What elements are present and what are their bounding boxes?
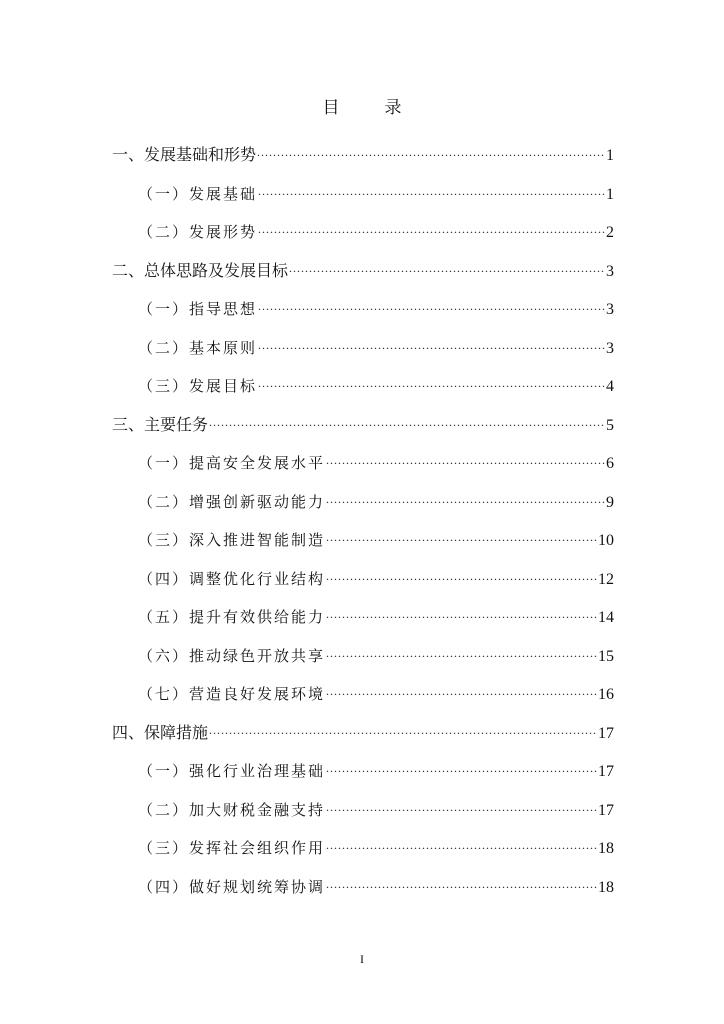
toc-entry-page-number: 12 (598, 571, 614, 588)
toc-dot-leader (258, 365, 605, 391)
toc-entry-label: （五）提升有效供给能力 (138, 608, 326, 626)
toc-dot-leader (326, 750, 597, 776)
toc-subsection-entry[interactable] (138, 635, 614, 665)
toc-subsection-entry[interactable] (138, 558, 614, 588)
toc-entry-page-number: 15 (598, 648, 614, 665)
toc-dot-leader (258, 327, 605, 353)
toc-entry-page-number: 5 (606, 417, 614, 434)
toc-entry-label: 四、保障措施 (112, 723, 209, 742)
toc-entry-label: （二）基本原则 (138, 339, 258, 357)
toc-dot-leader (326, 635, 597, 661)
toc-subsection-entry[interactable] (138, 866, 614, 896)
toc-entry-label: （二）发展形势 (138, 223, 258, 241)
toc-subsection-entry[interactable] (138, 442, 614, 472)
toc-entry-page-number: 6 (606, 455, 614, 472)
toc-entry-page-number: 14 (598, 609, 614, 626)
toc-entry-label: （四）调整优化行业结构 (138, 570, 326, 588)
toc-entry-page-number: 17 (598, 725, 614, 742)
toc-entry-label: （六）推动绿色开放共享 (138, 647, 326, 665)
toc-dot-leader (326, 673, 597, 699)
toc-dot-leader (326, 827, 597, 853)
toc-entry-page-number: 17 (598, 763, 614, 780)
toc-subsection-entry[interactable] (138, 596, 614, 626)
toc-entry-label: 一、发展基础和形势 (112, 145, 257, 164)
toc-entry-page-number: 1 (606, 147, 614, 164)
toc-section-entry[interactable] (112, 134, 614, 164)
toc-entry-label: （七）营造良好发展环境 (138, 685, 326, 703)
toc-subsection-entry[interactable] (138, 288, 614, 318)
toc-dot-leader (326, 481, 605, 507)
toc-entry-page-number: 1 (606, 186, 614, 203)
toc-dot-leader (258, 173, 605, 199)
toc-entry-label: （一）指导思想 (138, 300, 258, 318)
toc-dot-leader (257, 134, 605, 160)
toc-dot-leader (258, 288, 605, 314)
toc-entry-label: 二、总体思路及发展目标 (112, 261, 289, 280)
toc-dot-leader (326, 519, 597, 545)
toc-section-entry[interactable] (112, 712, 614, 742)
toc-entry-page-number: 3 (606, 263, 614, 280)
toc-entry-label: （四）做好规划统筹协调 (138, 878, 326, 896)
toc-subsection-entry[interactable] (138, 827, 614, 857)
toc-subsection-entry[interactable] (138, 750, 614, 780)
toc-dot-leader (289, 250, 605, 276)
toc-entry-page-number: 3 (606, 340, 614, 357)
toc-entry-label: （二）增强创新驱动能力 (138, 493, 326, 511)
toc-dot-leader (209, 712, 597, 738)
toc-subsection-entry[interactable] (138, 173, 614, 203)
toc-entry-page-number: 18 (598, 879, 614, 896)
toc-entry-page-number: 2 (606, 224, 614, 241)
toc-entry-label: （三）深入推进智能制造 (138, 531, 326, 549)
toc-dot-leader (326, 442, 605, 468)
toc-entry-label: （一）提高安全发展水平 (138, 454, 326, 472)
toc-entry-label: （三）发挥社会组织作用 (138, 839, 326, 857)
toc-entry-label: （三）发展目标 (138, 377, 258, 395)
toc-entry-page-number: 9 (606, 494, 614, 511)
page-number: I (360, 952, 364, 966)
toc-dot-leader (258, 211, 605, 237)
toc-subsection-entry[interactable] (138, 327, 614, 357)
toc-subsection-entry[interactable] (138, 211, 614, 241)
toc-section-entry[interactable] (112, 404, 614, 434)
toc-entry-page-number: 10 (598, 532, 614, 549)
toc-entry-label: （一）发展基础 (138, 185, 258, 203)
toc-entry-label: 三、主要任务 (112, 415, 209, 434)
toc-subsection-entry[interactable] (138, 789, 614, 819)
toc-entry-page-number: 3 (606, 301, 614, 318)
toc-dot-leader (326, 866, 597, 892)
toc-entry-page-number: 17 (598, 802, 614, 819)
toc-entry-label: （一）强化行业治理基础 (138, 762, 326, 780)
toc-entry-label: （二）加大财税金融支持 (138, 801, 326, 819)
toc-dot-leader (209, 404, 605, 430)
toc-dot-leader (326, 596, 597, 622)
toc-subsection-entry[interactable] (138, 481, 614, 511)
toc-section-entry[interactable] (112, 250, 614, 280)
toc-entry-page-number: 18 (598, 840, 614, 857)
toc-entry-page-number: 16 (598, 686, 614, 703)
toc-subsection-entry[interactable] (138, 365, 614, 395)
toc-dot-leader (326, 789, 597, 815)
page-title: 目 录 (322, 98, 416, 118)
toc-subsection-entry[interactable] (138, 519, 614, 549)
toc-entry-page-number: 4 (606, 378, 614, 395)
toc-subsection-entry[interactable] (138, 673, 614, 703)
toc-dot-leader (326, 558, 597, 584)
